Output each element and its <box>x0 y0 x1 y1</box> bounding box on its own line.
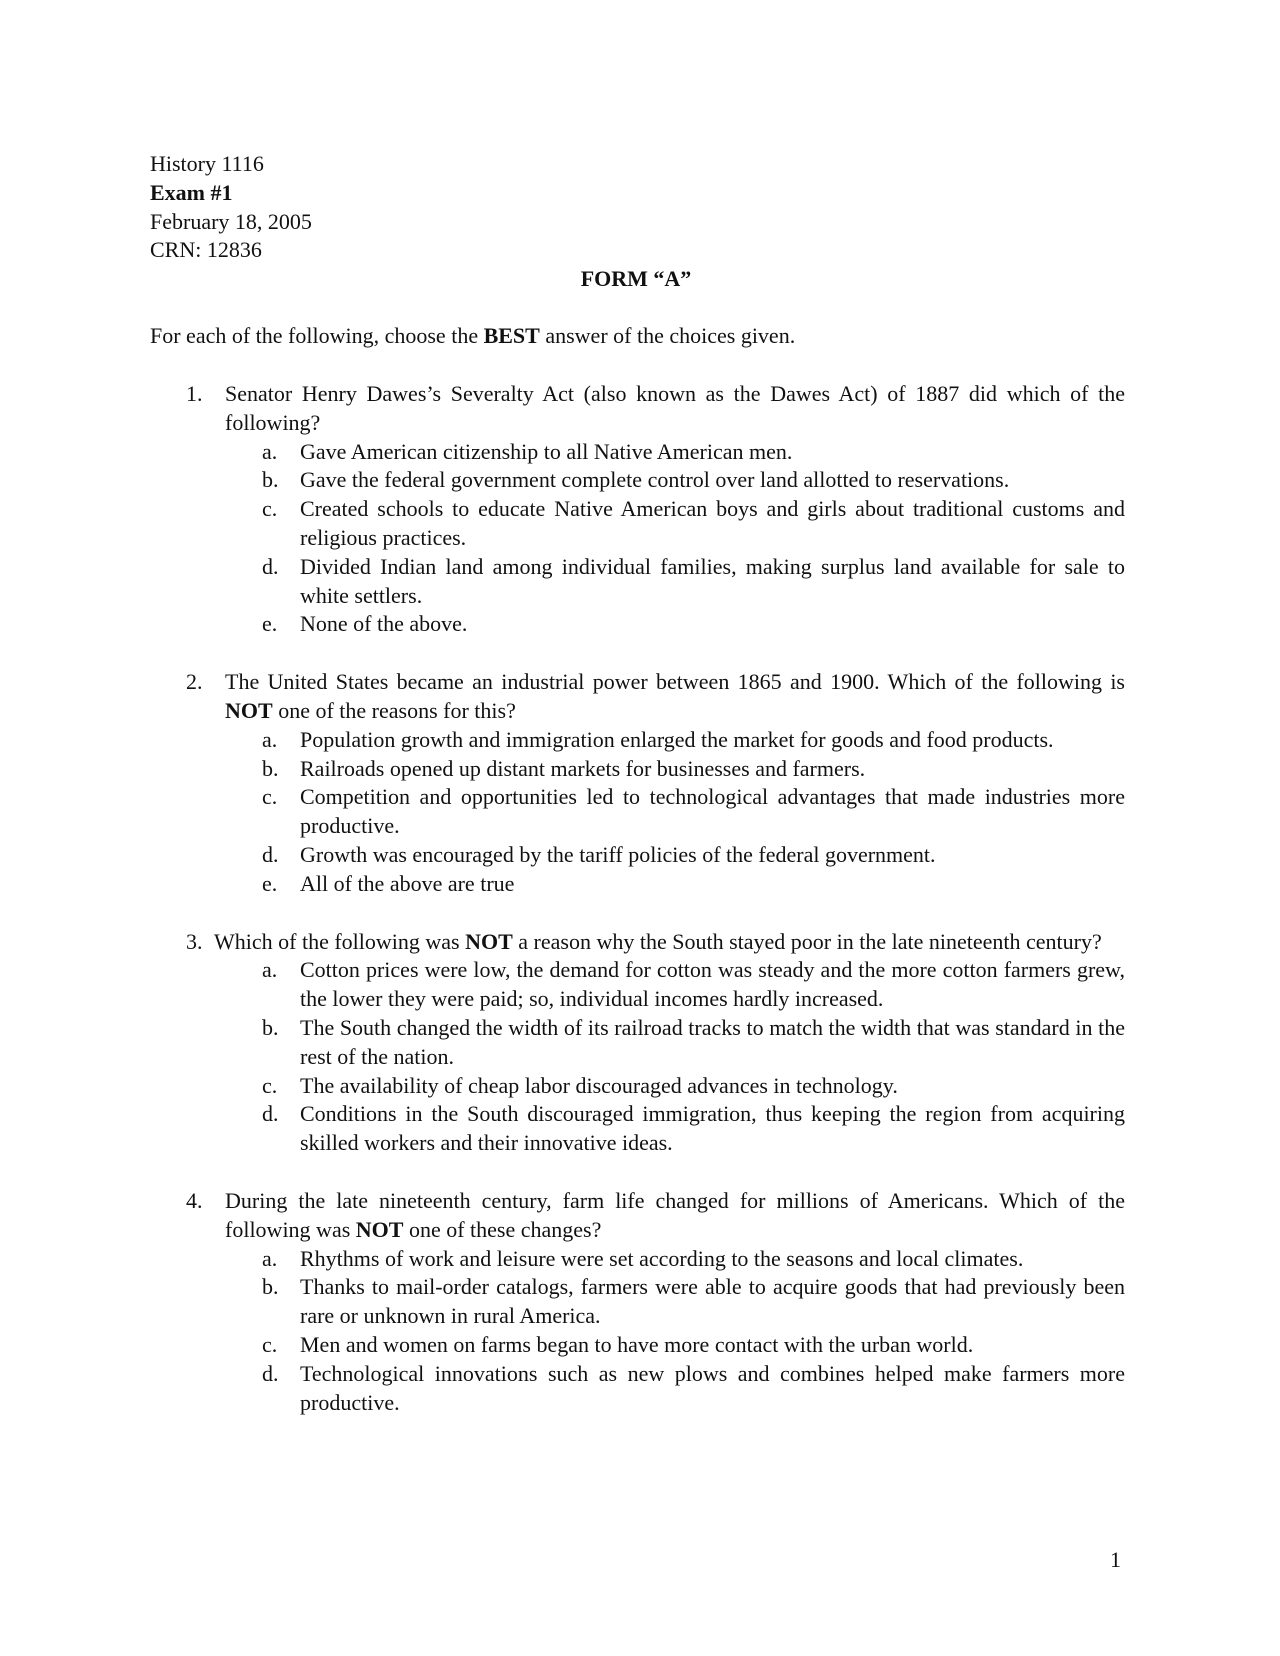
choice-c <box>150 1331 1125 1360</box>
form-title: FORM “A” <box>580 266 692 292</box>
choice-letter: b. <box>262 1014 279 1040</box>
question-prompt-before: Which of the following was <box>214 928 466 954</box>
question-number: 3. <box>186 928 203 954</box>
choice-text: Railroads opened up distant markets for businesses and farmers. <box>300 755 866 781</box>
instructions-before: For each of the following, choose the <box>150 323 484 348</box>
choice-letter: a. <box>262 957 278 983</box>
question-prompt-after: one of the reasons for this? <box>272 697 516 723</box>
choice-text: Divided Indian land among individual families, making surplus land available for sale to white settlers. <box>300 553 1125 608</box>
choice-list <box>150 726 1125 899</box>
choice-c <box>150 495 1125 553</box>
choice-a <box>150 956 1125 1014</box>
question-prompt: Senator Henry Dawes’s Severalty Act (also known as the Dawes Act) of 1887 did which of the following? <box>225 381 1125 435</box>
choice-b <box>150 466 1125 495</box>
choice-e <box>150 610 1125 639</box>
choice-text: Population growth and immigration enlarged the market for goods and food products. <box>300 726 1054 752</box>
question-3 <box>150 928 1125 1158</box>
choice-text: None of the above. <box>300 611 468 637</box>
choice-letter: d. <box>262 841 279 867</box>
choice-letter: b. <box>262 467 279 493</box>
choice-b <box>150 755 1125 784</box>
question-text <box>225 668 1125 726</box>
question-number: 4. <box>186 1187 203 1213</box>
choice-list <box>150 956 1125 1158</box>
question-2 <box>150 668 1125 898</box>
question-4 <box>150 1187 1125 1417</box>
question-list <box>150 380 1125 1446</box>
choice-text: Technological innovations such as new plows and combines helped make farmers more productive. <box>300 1360 1125 1415</box>
choice-text: Created schools to educate Native American boys and girls about traditional customs and religious practices. <box>300 496 1125 550</box>
question-emphasis: NOT <box>355 1216 404 1242</box>
question-number: 1. <box>186 381 203 406</box>
question-number: 2. <box>186 669 203 695</box>
choice-letter: a. <box>262 1245 278 1271</box>
choice-letter: a. <box>262 726 278 752</box>
choice-letter: e. <box>262 611 278 637</box>
exam-date: February 18, 2005 <box>150 208 312 234</box>
choice-letter: b. <box>262 755 279 781</box>
choice-list <box>150 438 1125 640</box>
question-prompt-before: During the late nineteenth century, farm life changed for millions of Americans. Which of the following was <box>225 1187 1125 1242</box>
choice-letter: d. <box>262 1101 279 1127</box>
choice-text: All of the above are true <box>300 870 515 896</box>
choice-text: Gave the federal government complete control over land allotted to reservations. <box>300 467 1010 493</box>
choice-e <box>150 870 1125 899</box>
question-emphasis: NOT <box>225 697 273 723</box>
question-prompt-after: a reason why the South stayed poor in the late nineteenth century? <box>512 928 1102 954</box>
crn-number: CRN: 12836 <box>150 237 262 263</box>
question-prompt-before: The United States became an industrial power between 1865 and 1900. Which of the following is <box>225 669 1125 695</box>
choice-b <box>150 1273 1125 1331</box>
choice-text: The availability of cheap labor discouraged advances in technology. <box>300 1072 898 1098</box>
question-prompt-after: one of these changes? <box>403 1216 602 1242</box>
exam-title: Exam #1 <box>150 179 233 205</box>
page-number: 1 <box>1110 1547 1121 1572</box>
instructions-after: answer of the choices given. <box>539 323 796 348</box>
choice-text: Growth was encouraged by the tariff policies of the federal government. <box>300 841 936 867</box>
choice-c <box>150 783 1125 841</box>
choice-letter: b. <box>262 1274 279 1300</box>
question-text <box>214 928 1125 957</box>
choice-text: Conditions in the South discouraged immigration, thus keeping the region from acquiring skilled workers and their innovative ideas. <box>300 1101 1125 1156</box>
choice-a <box>150 726 1125 755</box>
question-1 <box>150 380 1125 639</box>
choice-d <box>150 1100 1125 1158</box>
question-text <box>225 1187 1125 1245</box>
choice-c <box>150 1072 1125 1101</box>
choice-text: Cotton prices were low, the demand for cotton was steady and the more cotton farmers grew, the lower they were paid; so, individual incomes hardly increased. <box>300 957 1125 1012</box>
choice-d <box>150 553 1125 611</box>
choice-text: Gave American citizenship to all Native American men. <box>300 438 793 464</box>
choice-letter: d. <box>262 1360 279 1386</box>
choice-b <box>150 1014 1125 1072</box>
choice-text: The South changed the width of its railroad tracks to match the width that was standard in the rest of the nation. <box>300 1014 1125 1069</box>
question-emphasis: NOT <box>465 928 513 954</box>
instructions-emphasis: BEST <box>483 323 540 348</box>
choice-letter: c. <box>262 1072 278 1098</box>
choice-text: Men and women on farms began to have more contact with the urban world. <box>300 1331 974 1357</box>
choice-a <box>150 1245 1125 1274</box>
choice-text: Competition and opportunities led to technological advantages that made industries more productive. <box>300 784 1125 839</box>
choice-d <box>150 1360 1125 1418</box>
choice-text: Thanks to mail-order catalogs, farmers were able to acquire goods that had previously been rare or unknown in rural America. <box>300 1274 1125 1329</box>
instructions <box>150 322 1122 351</box>
exam-header <box>150 150 1122 294</box>
question-text <box>225 380 1125 438</box>
choice-letter: c. <box>262 784 278 810</box>
course-name: History 1116 <box>150 151 264 176</box>
choice-d <box>150 841 1125 870</box>
choice-letter: d. <box>262 553 279 579</box>
choice-list <box>150 1245 1125 1418</box>
choice-letter: c. <box>262 1331 278 1357</box>
choice-letter: a. <box>262 438 278 464</box>
choice-letter: c. <box>262 496 278 522</box>
choice-a <box>150 438 1125 467</box>
choice-text: Rhythms of work and leisure were set according to the seasons and local climates. <box>300 1245 1024 1271</box>
choice-letter: e. <box>262 870 278 896</box>
